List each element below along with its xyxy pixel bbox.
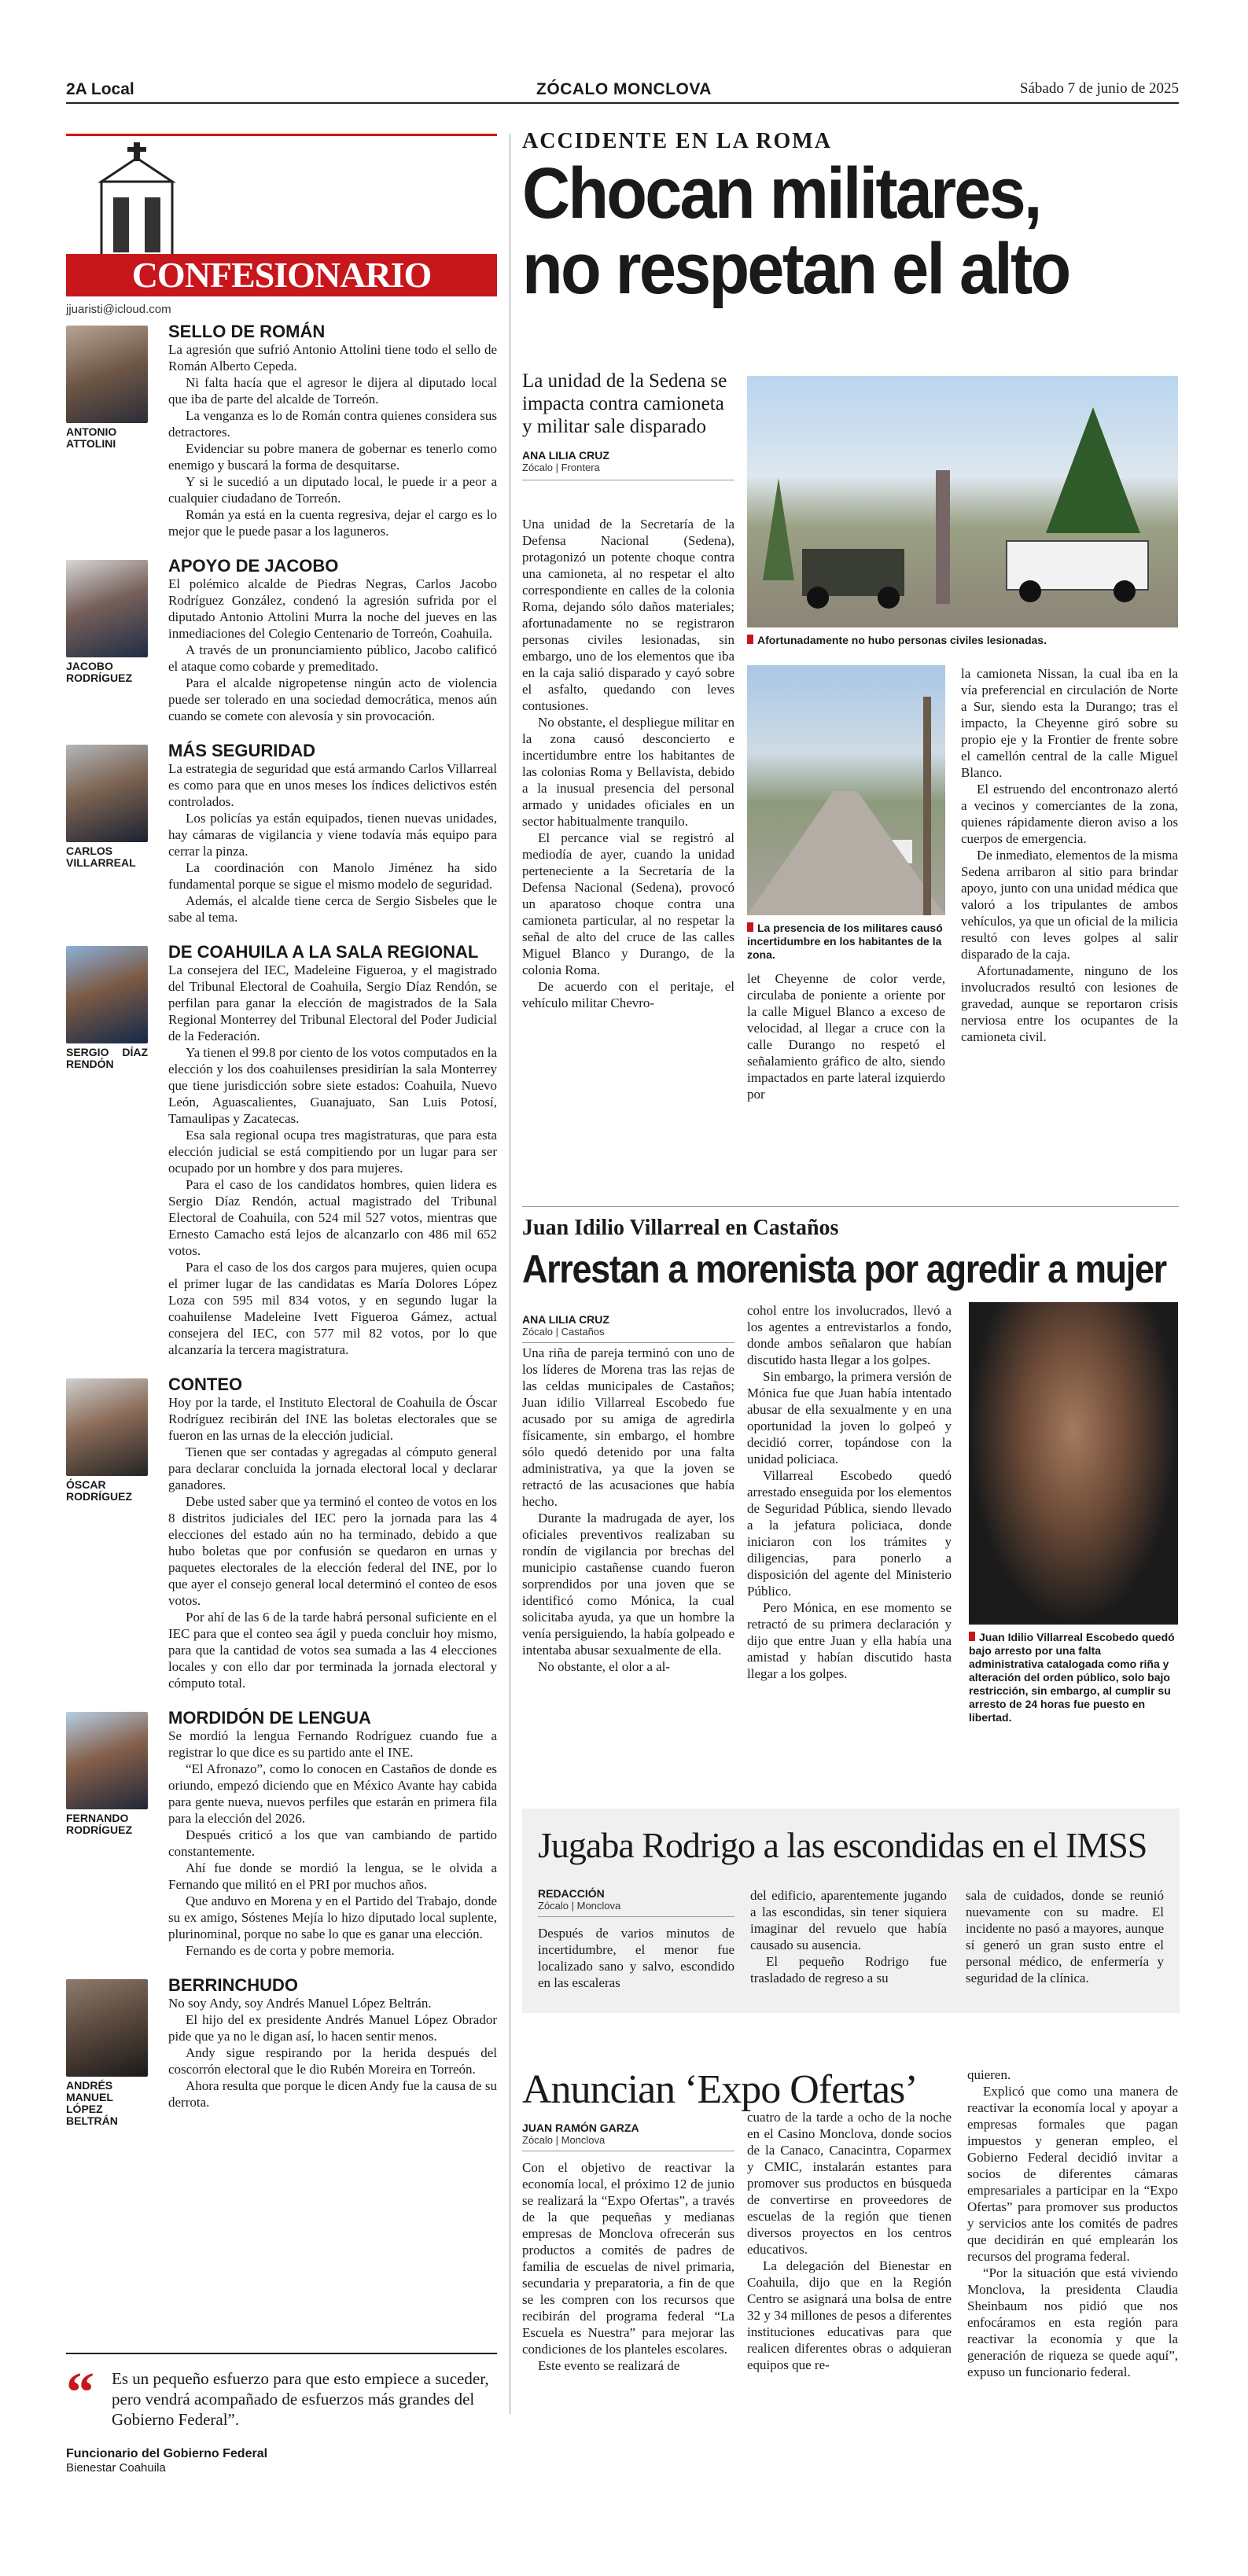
columnist-subject-photo: [66, 1979, 148, 2077]
story2-byline: ANA LILIA CRUZ: [522, 1313, 609, 1326]
item-paragraph: Ni falta hacía que el agresor le dijera al diputado local que iba de parte del alcalde de Torreón.: [168, 375, 497, 407]
body-paragraph: El pequeño Rodrigo fue trasladado de regreso a su: [750, 1954, 947, 1985]
story4-column1: [522, 2159, 734, 2374]
body-paragraph: Una riña de pareja terminó con uno de los líderes de Morena tras las rejas de las celdas municipales de Castaños; Juan idilio Villarreal Escobedo fue acusado por su amiga de agredirla físicamente, sin embargo, el hombre sólo quedó detenido por una falta administrativa, ya que la joven se retractó de las acusaciones que había hecho.: [522, 1345, 734, 1509]
confessional-building-icon: [82, 142, 192, 268]
item-paragraph: Después criticó a los que van cambiando de partido constantemente.: [168, 1827, 497, 1859]
item-paragraph: “El Afronazo”, como lo conocen en Castaños de donde es oriundo, empezó diciendo que en México Avante hay cabida para gente nueva, nuevos perfiles que estarán en primera fila para la elección del 2026.: [168, 1761, 497, 1826]
item-title: BERRINCHUDO: [168, 1975, 298, 1995]
story2-headline: Arrestan a morenista por agredir a mujer: [522, 1247, 1166, 1291]
item-paragraph: Andy sigue respirando por la herida después del coscorrón electoral que le dio Rubén Moreira en Torreón.: [168, 2045, 497, 2077]
story4-column3: [967, 2066, 1178, 2380]
body-paragraph: Este evento se realizará de: [538, 2358, 680, 2373]
confesionario-item: [66, 1709, 497, 1959]
photo-caption: JACOBO RODRÍGUEZ: [66, 660, 132, 684]
photo-caption: ANDRÉS MANUEL LÓPEZ BELTRÁN: [66, 2079, 118, 2127]
story4-dateline: Zócalo | Monclova: [522, 2134, 606, 2146]
confesionario-item: [66, 557, 497, 724]
columnist-email[interactable]: jjuaristi@icloud.com: [66, 303, 171, 316]
body-paragraph: cohol entre los involucrados, llevó a los agentes a entrevistarlos a fondo, donde ambos señalaron que habían discutido hasta llegar a los golpes.: [747, 1303, 952, 1367]
body-paragraph: Con el objetivo de reactivar la economía local, el próximo 12 de junio se realizará la “Expo Ofertas”, a través de la que pequeñas y medianas empresas de Monclova ofrecerán sus productos a comités de padres de familia de escuelas de nivel primaria, secundaria y preparatoria, a fin de que se les compren con los recursos que recibirán del programa federal “La Escuela es Nuestra” para mejorar las condiciones de los planteles escolares.: [522, 2160, 734, 2357]
item-paragraph: La consejera del IEC, Madeleine Figueroa, y el magistrado del Tribunal Electoral de Coahuila, Sergio Díaz Rendón, se perfilan para ganar la elección de magistrados de la Sala Regional Monterrey del Tribunal Electoral del Poder Judicial de la Federación.: [168, 962, 497, 1043]
item-title: SELLO DE ROMÁN: [168, 322, 326, 341]
confesionario-item: [66, 742, 497, 926]
item-paragraph: La coordinación con Manolo Jiménez ha sido fundamental porque se sigue el mismo modelo de seguridad.: [168, 860, 497, 892]
item-paragraph: Para el caso de los dos cargos para mujeres, quien ocupa el primer lugar de las candidatas es María Dolores López Loza con 595 mil 834 votos, y en segundo lugar la coahuilense Madeleine Ivett Figueroa Gámez, actual consejera del IEC, con 577 mil 82 votos, por lo que alcanzaría la tercera magistratura.: [168, 1260, 497, 1357]
story1-kicker: ACCIDENTE EN LA ROMA: [522, 129, 832, 153]
item-title: MÁS SEGURIDAD: [168, 741, 316, 760]
columnist-subject-photo: [66, 560, 148, 657]
story1-byline: ANA LILIA CRUZ: [522, 449, 609, 462]
body-paragraph: Durante la madrugada de ayer, los oficiales preventivos realizaban su rondín de vigilancia por brechas del municipio castañense cuando fueron sorprendidos por una joven que se identificó como Mónica, la cual solicitaba ayuda, ya que un hombre la venía persiguiendo, la había golpeado e intentaba abusar sexualmente de ella.: [522, 1511, 734, 1658]
body-paragraph: Después de varios minutos de incertidumbre, el menor fue localizado sano y salvo, escondido en las escaleras: [538, 1926, 734, 1990]
columnist-subject-photo: [66, 745, 148, 842]
confesionario-items: [66, 322, 497, 2127]
story4-column2: [747, 2109, 952, 2373]
item-paragraph: El hijo del ex presidente Andrés Manuel López Obrador pide que ya no le digan así, lo hacen sentir menos.: [168, 2012, 497, 2044]
story4-headline: Anuncian ‘Expo Ofertas’: [522, 2067, 918, 2112]
story3-column3: [966, 1887, 1164, 1986]
newspaper-name: ZÓCALO MONCLOVA: [536, 80, 712, 98]
body-paragraph: cuatro de la tarde a ocho de la noche en el Casino Monclova, donde socios de la Canaco, Canacintra, Coparmex y CMIC, instalarán estantes para promover sus productos en búsqueda de convertirse en proveedores de escuelas de la región que tienen diversos proyectos en los centros educativos.: [747, 2110, 952, 2257]
body-paragraph: la camioneta Nissan, la cual iba en la vía preferencial en circulación de Norte a Sur, siendo esta la Durango; tras el impacto, la Cheyenne giró sobre su propio eje y la Frontier de frente sobre el camellón central de la calle Miguel Blanco.: [961, 666, 1178, 780]
confesionario-column: [66, 134, 497, 2127]
body-paragraph: quieren.: [967, 2067, 1011, 2082]
page-header: [0, 0, 1248, 105]
story2-column1: [522, 1345, 734, 1675]
photo-caption: SERGIO DÍAZ RENDÓN: [66, 1046, 148, 1070]
body-paragraph: let Cheyenne de color verde, circulaba de poniente a oriente por la calle Miguel Blanco a exceso de velocidad, al llegar a cruce con la calle Durango no respetó el señalamiento gráfico de alto, siendo impactados en parte lateral izquierdo por: [747, 971, 945, 1102]
body-paragraph: sala de cuidados, donde se reunió nuevamente con su madre. El incidente no pasó a mayores, aunque sí generó un gran susto entre el personal médico, de enfermería y seguridad de la clínica.: [966, 1888, 1164, 1985]
story1-column3: [961, 665, 1178, 1045]
story1-headline-line2: no respetan el alto: [522, 229, 1069, 309]
item-title: DE COAHUILA A LA SALA REGIONAL: [168, 942, 479, 962]
item-title: MORDIDÓN DE LENGUA: [168, 1708, 371, 1728]
body-paragraph: Pero Mónica, en ese momento se retractó de su primera declaración y dijo que entre Juan y ella había una amistad y habían discutido hasta llegar a los golpes.: [747, 1600, 952, 1681]
story1-column2: [747, 970, 945, 1102]
story1-dateline: Zócalo | Frontera: [522, 462, 600, 473]
story2-kicker: Juan Idilio Villarreal en Castaños: [522, 1216, 839, 1240]
item-paragraph: Fernando es de corta y pobre memoria.: [186, 1943, 395, 1958]
body-paragraph: del edificio, aparentemente jugando a las escondidas, sin tener siquiera imaginar del revuelo que había causado su ausencia.: [750, 1888, 947, 1952]
confesionario-item: [66, 943, 497, 1358]
item-paragraph: El polémico alcalde de Piedras Negras, Carlos Jacobo Rodríguez González, condenó la agresión sufrida por el diputado Antonio Attolini Murra la noche del jueves en las inmediaciones del Colegio Centenario de Torreón, Coahuila.: [168, 576, 497, 641]
story3-column2: [750, 1887, 947, 1986]
story-arresto: [522, 1216, 1180, 1766]
story1-deck: La unidad de la Sedena se impacta contra camioneta y militar sale disparado: [522, 370, 727, 437]
body-paragraph: El percance vial se registró al mediodía de ayer, cuando la unidad perteneciente a la Secretaría de la Defensa Nacional (Sedena), provocó un aparatoso choque contra una camioneta particular, al no respetar la señal de alto del cruce de las calles Miguel Blanco y Durango, de la colonia Roma.: [522, 830, 734, 977]
story3-headline: Jugaba Rodrigo a las escondidas en el IMSS: [538, 1825, 1147, 1865]
section-label: 2A Local: [66, 80, 134, 98]
story1-photo-crash: [747, 376, 1178, 627]
item-paragraph: Y si le sucedió a un diputado local, le puede ir a peor a cualquier ciudadano de Torreón.: [168, 474, 497, 506]
body-paragraph: El estruendo del encontronazo alertó a vecinos y comerciantes de la zona, quienes rápidamente dieron aviso a los cuerpos de emergencia.: [961, 782, 1178, 846]
item-paragraph: Se mordió la lengua Fernando Rodríguez cuando fue a registrar lo que dice es su partido ante el INE.: [168, 1728, 497, 1760]
story2-column2: [747, 1302, 952, 1682]
body-paragraph: No obstante, el despliegue militar en la zona causó desconcierto e incertidumbre entre los habitantes de las colonias Roma y Bellavista, debido a la inusual presencia del personal armado y unidades oficiales en un sector habitualmente tranquilo.: [522, 715, 734, 829]
body-paragraph: Afortunadamente, ninguno de los involucrados resultó con lesiones de gravedad, aunque se reportaron crisis nerviosa entre los ocupantes de la camioneta civil.: [961, 963, 1178, 1044]
story2-photo-caption: Juan Idilio Villarreal Escobedo quedó bajo arresto por una falta administrativa catalogada como riña y alteración del orden público, solo bajo restricción, sin embargo, al cumplir su arresto de 24 horas fue puesto en libertad.: [969, 1631, 1175, 1724]
item-paragraph: Esa sala regional ocupa tres magistraturas, que para esta elección judicial se está compitiendo por un lugar para ser ocupado por un hombre y dos para mujeres.: [168, 1128, 497, 1176]
item-paragraph: La estrategia de seguridad que está armando Carlos Villarreal es como para que en unos meses los índices delictivos estén controlados.: [168, 761, 497, 809]
item-title: APOYO DE JACOBO: [168, 556, 339, 576]
story1-headline-line1: Chocan militares,: [522, 153, 1040, 234]
confesionario-masthead: [66, 134, 497, 316]
item-paragraph: Hoy por la tarde, el Instituto Electoral de Coahuila de Óscar Rodríguez recibirán del INE las boletas electorales que se fueron en las urnas de la elección judicial.: [168, 1395, 497, 1443]
columnist-subject-photo: [66, 326, 148, 423]
item-paragraph: A través de un pronunciamiento público, Jacobo calificó el ataque como cobarde y premeditado.: [168, 642, 497, 674]
story1-photo-street: [747, 665, 945, 915]
body-paragraph: Una unidad de la Secretaría de la Defensa Nacional (Sedena), protagonizó un potente choque contra una camioneta, al no respetar el alto correspondiente en calles de la colonia Roma, dejando sólo daños materiales; afortunadamente no se registraron personas civiles lesionadas, sin embargo, uno de los elementos que iba en la caja salió disparado y cayó sobre el asfalto, quedando con leves contusiones.: [522, 517, 734, 713]
item-paragraph: Que anduvo en Morena y en el Partido del Trabajo, donde su ex amigo, Sóstenes Mejía lo hizo diputado local suplente, plurinominal, porque no sabe lo que es ganar una elección.: [168, 1893, 497, 1941]
story3-byline: REDACCIÓN: [538, 1887, 605, 1900]
item-paragraph: Ahora resulta que porque le dicen Andy fue la causa de su derrota.: [168, 2078, 497, 2110]
item-paragraph: Debe usted saber que ya terminó el conteo de votos en los 8 distritos judiciales del IEC pero la jornada para las 4 elecciones del estado aún no ha terminado, debido a que hubo boletas que por confusión se quedaron en urnas y paquetes electorales de la elección federal del INE, por lo que ayer el consejo general local determinó el conteo de esos votos.: [168, 1494, 497, 1608]
item-paragraph: Tienen que ser contadas y agregadas al cómputo general para declarar concluida la jornada electoral local y declarar ganadores.: [168, 1444, 497, 1492]
body-paragraph: La delegación del Bienestar en Coahuila, dijo que en la Región Centro se asignará una bolsa de entre 32 y 34 millones de pesos a diferentes instituciones educativas para que realicen diferentes obras o adquieran equipos que re-: [747, 2258, 952, 2372]
item-title: CONTEO: [168, 1374, 243, 1394]
story2-photo-arrestee: [969, 1302, 1178, 1625]
story1-photo2-caption: La presencia de los militares causó incertidumbre en los habitantes de la zona.: [747, 922, 943, 961]
body-paragraph: Explicó que como una manera de reactivar la economía local y apoyar a empresas formales que pagan impuestos y generan empleo, el Gobierno Federal decidió invitar a socios de diferentes cámaras empresariales a participar en la “Expo Ofertas” para promover sus productos y servicios ante los comités de padres que decidirán en qué emplearán los recursos del programa federal.: [967, 2084, 1178, 2264]
confesionario-item: [66, 1975, 497, 2127]
pull-quote: [66, 2353, 497, 2475]
body-paragraph: Sin embargo, la primera versión de Mónica fue que Juan había intentado abusar de ella sexualmente y en una oportunidad la joven lo golpeó y decidió correr, topándose con la unidad policiaca.: [747, 1369, 952, 1466]
story1-photo1-caption: Afortunadamente no hubo personas civiles lesionadas.: [747, 634, 1178, 647]
street-scene-illustration: [747, 665, 945, 915]
item-paragraph: Por ahí de las 6 de la tarde habrá personal suficiente en el IEC para que el conteo sea ágil y pueda concluir hoy mismo, para que la cantidad de votos sea sumada a las 4 elecciones locales y con ello dar por terminada la jornada electoral y cómputo total.: [168, 1610, 497, 1691]
item-paragraph: Para el caso de los candidatos hombres, quien lidera es Sergio Díaz Rendón, actual magistrado del Tribunal Electoral de Coahuila, con 524 mil 527 votos, mientras que Ernesto Camacho está lejos de alcanzarlo con 486 mil 652 votos.: [168, 1177, 497, 1258]
story-accidente: [522, 126, 1180, 1203]
issue-date: Sábado 7 de junio de 2025: [1019, 80, 1179, 97]
photo-caption: FERNANDO RODRÍGUEZ: [66, 1812, 132, 1836]
quote-source: Funcionario del Gobierno Federal: [66, 2447, 268, 2460]
confesionario-title: CONFESIONARIO: [66, 254, 497, 296]
quote-mark-icon: “: [66, 2361, 94, 2423]
header-rule: [66, 102, 1179, 104]
story3-dateline: Zócalo | Monclova: [538, 1900, 621, 1912]
body-paragraph: De acuerdo con el peritaje, el vehículo militar Chevro-: [522, 979, 734, 1010]
item-paragraph: La venganza es lo de Román contra quienes considera sus detractores.: [168, 408, 497, 440]
item-paragraph: No soy Andy, soy Andrés Manuel López Beltrán.: [168, 1996, 432, 2011]
confesionario-item: [66, 1375, 497, 1691]
crash-scene-illustration: [747, 376, 1178, 627]
columnist-subject-photo: [66, 1712, 148, 1809]
story-expo: [522, 2066, 1180, 2507]
story1-column1: [522, 516, 734, 1011]
item-paragraph: Evidenciar su pobre manera de gobernar es tenerlo como enemigo y buscará la forma de desquitarse.: [168, 441, 497, 473]
body-paragraph: “Por la situación que está viviendo Monclova, la presidenta Claudia Sheinbaum nos pidió que nos enfocáramos en esta región para reactivar la economía y que la generación de riqueza se quede aquí”, expuso un funcionario federal.: [967, 2265, 1178, 2379]
photo-caption: CARLOS VILLARREAL: [66, 845, 136, 869]
quote-text: Es un pequeño esfuerzo para que esto empiece a suceder, pero vendrá acompañado de esfuerzos más grandes del Gobierno Federal”.: [112, 2369, 489, 2429]
item-paragraph: Ahí fue donde se mordió la lengua, se le olvida a Fernando que militó en el PRI por muchos años.: [168, 1860, 497, 1892]
item-paragraph: Para el alcalde nigropetense ningún acto de violencia puede ser tolerado en una sociedad democrática, menos aún cuando se comete con alevosía y sin provocación.: [168, 675, 497, 723]
story4-byline: JUAN RAMÓN GARZA: [522, 2122, 639, 2134]
body-paragraph: Villarreal Escobedo quedó arrestado enseguida por los elementos de Seguridad Pública, siendo llevado a la jefatura policiaca, donde iniciaron con los trámites y diligencias, para ponerlo a disposición del agente del Ministerio Público.: [747, 1468, 952, 1599]
item-paragraph: La agresión que sufrió Antonio Attolini tiene todo el sello de Román Alberto Cepeda.: [168, 342, 497, 374]
photo-caption: ÓSCAR RODRÍGUEZ: [66, 1478, 132, 1503]
item-paragraph: Ya tienen el 99.8 por ciento de los votos computados en la elección y los dos coahuilenses presidirían la sala Monterrey que tiene jurisdicción sobre siete estados: Coahuila, Nuevo León, Aguascalientes, Guanajuato, San Luis Potosí, Tamaulipas y Zacatecas.: [168, 1045, 497, 1126]
story-imss: [522, 1809, 1180, 2013]
item-paragraph: Los policías ya están equipados, tienen nuevas unidades, hay cámaras de vigilancia y viene todavía más equipo para cerrar la pinza.: [168, 811, 497, 859]
columnist-subject-photo: [66, 1378, 148, 1476]
item-paragraph: Román ya está en la cuenta regresiva, dejar el cargo es lo mejor que le puede pasar a los laguneros.: [168, 507, 497, 539]
photo-caption: ANTONIO ATTOLINI: [66, 425, 117, 450]
body-paragraph: De inmediato, elementos de la misma Sedena arribaron al sitio para brindar apoyo, junto con una unidad médica que valoró a los tripulantes de ambos vehículos, ya que un oficial de la milicia resultó con leves golpes al salir disparado de la caja.: [961, 848, 1178, 962]
story3-column1: [538, 1925, 734, 1991]
columnist-subject-photo: [66, 946, 148, 1043]
item-paragraph: Además, el alcalde tiene cerca de Sergio Sisbeles que le sabe al tema.: [168, 893, 497, 925]
confesionario-item: [66, 322, 497, 539]
body-paragraph: No obstante, el olor a al-: [538, 1659, 671, 1674]
quote-source-org: Bienestar Coahuila: [66, 2461, 166, 2475]
story2-dateline: Zócalo | Castaños: [522, 1326, 605, 1338]
